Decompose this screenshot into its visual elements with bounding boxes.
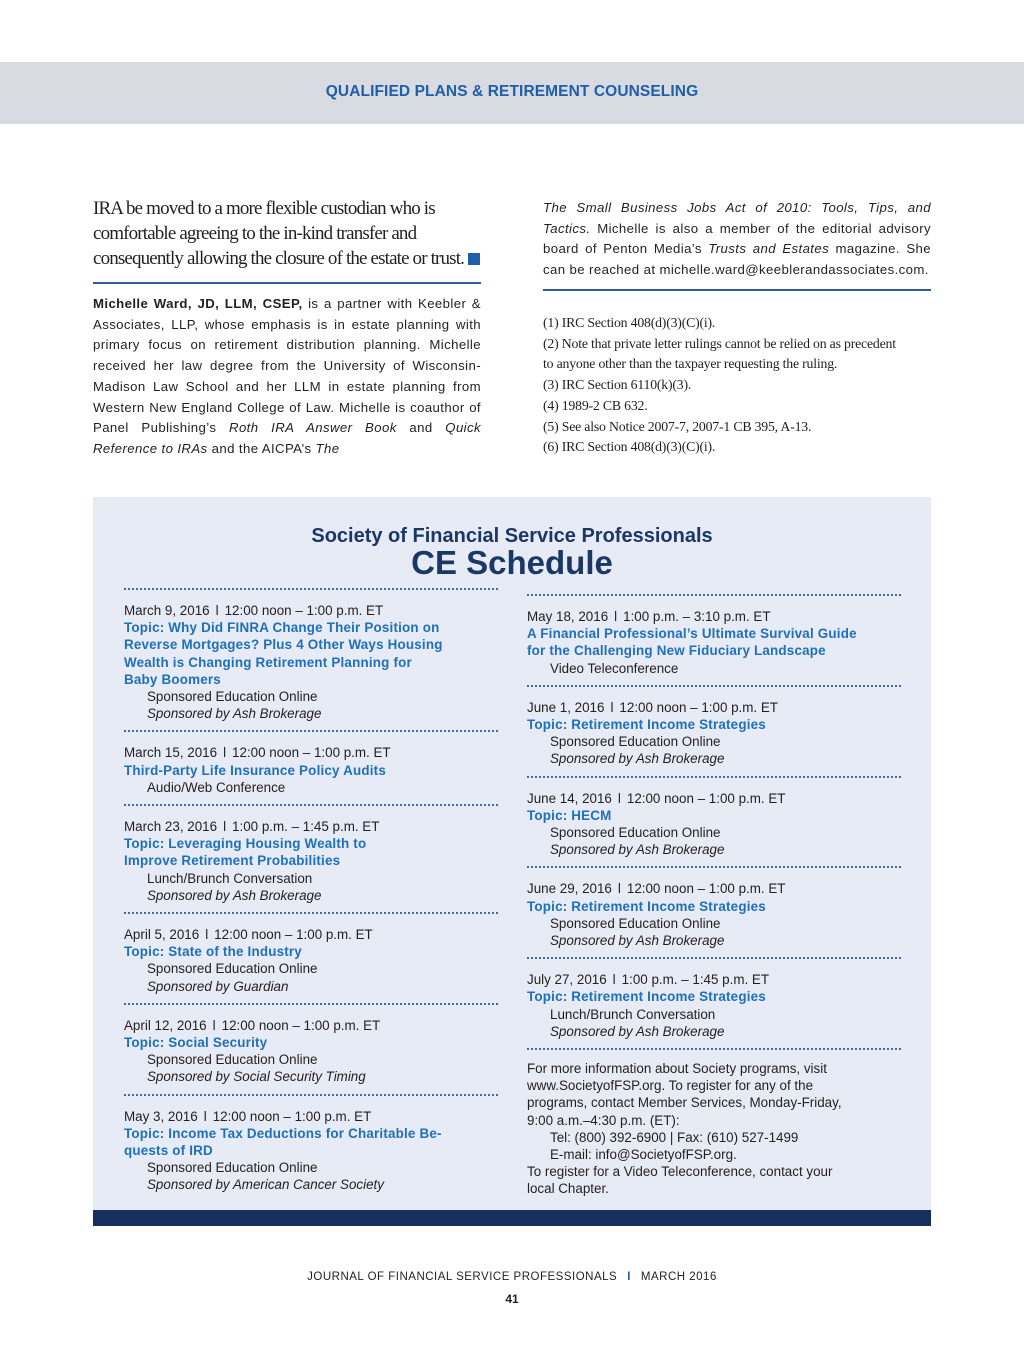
event-date: April 12, 2016: [124, 1017, 207, 1033]
event-topic: for the Challenging New Fiduciary Landscape: [527, 643, 826, 659]
event-date: March 15, 2016: [124, 745, 218, 761]
event-format: Audio/Web Conference: [147, 779, 286, 795]
event-date-line: [124, 926, 498, 943]
event-time: 1:00 p.m. – 3:10 p.m. ET: [623, 609, 771, 624]
endnote: (1) IRC Section 408(d)(3)(C)(i).: [543, 315, 716, 330]
event-time: 12:00 noon – 1:00 p.m. ET: [626, 881, 786, 897]
date-separator: l: [212, 1017, 216, 1033]
info-line: To register for a Video Teleconference, contact your: [527, 1164, 833, 1180]
ce-event: [527, 687, 901, 776]
journal-name: JOURNAL OF FINANCIAL SERVICE PROFESSIONALS: [307, 1271, 618, 1283]
event-date: March 23, 2016: [124, 819, 218, 835]
event-format: Lunch/Brunch Conversation: [147, 870, 313, 886]
book-title: Quick Reference to IRAs: [93, 420, 481, 456]
section-title: QUALIFIED PLANS & RETIREMENT COUNSELING: [325, 83, 699, 100]
event-date-line: [527, 608, 901, 625]
event-time: 12:00 noon – 1:00 p.m. ET: [619, 699, 778, 715]
date-separator: l: [614, 609, 618, 624]
event-format: Sponsored Education Online: [147, 961, 318, 977]
event-format: Sponsored Education Online: [147, 1052, 318, 1068]
event-topic: Wealth is Changing Retirement Planning for: [124, 654, 412, 670]
info-line: programs, contact Member Services, Monday-Friday,: [527, 1095, 842, 1111]
date-separator: l: [610, 699, 614, 715]
date-separator: l: [205, 927, 209, 943]
event-date-line: [124, 744, 498, 761]
event-sponsor: Sponsored by Ash Brokerage: [550, 933, 725, 949]
event-topic: quests of IRD: [124, 1143, 213, 1159]
event-date: June 14, 2016: [527, 790, 612, 806]
lead-text: IRA be moved to a more flexible custodian who is comfortable agreeing to the in-kind transfer and consequently allowing the closure of the estate or trust.: [93, 198, 465, 269]
ce-schedule-left-column: [124, 588, 498, 1202]
event-time: 12:00 noon – 1:00 p.m. ET: [212, 1108, 372, 1124]
end-of-article-square-icon: [468, 253, 480, 265]
event-sponsor: Sponsored by Ash Brokerage: [550, 751, 725, 767]
event-date: June 29, 2016: [527, 881, 612, 897]
event-format: Sponsored Education Online: [550, 734, 721, 750]
event-format: Sponsored Education Online: [147, 689, 318, 705]
event-time: 12:00 noon – 1:00 p.m. ET: [626, 790, 786, 806]
ce-event: [124, 1005, 498, 1094]
event-date: July 27, 2016: [527, 972, 607, 988]
endnote: (6) IRC Section 408(d)(3)(C)(i).: [543, 439, 716, 455]
event-time: 1:00 p.m. – 1:45 p.m. ET: [621, 972, 770, 988]
page-number: 41: [505, 1292, 519, 1306]
event-date: March 9, 2016: [124, 603, 210, 618]
ce-schedule-title: CE Schedule: [411, 544, 613, 581]
event-topic: Improve Retirement Probabilities: [124, 853, 341, 869]
ce-event: [527, 959, 901, 1048]
info-line: 9:00 a.m.–4:30 p.m. (ET):: [527, 1112, 680, 1128]
ce-schedule-bottom-bar: [93, 1210, 931, 1226]
info-line: www.SocietyofFSP.org. To register for any of the: [527, 1078, 814, 1094]
endnote: (2) Note that private letter rulings cannot be relied on as precedent: [543, 335, 896, 351]
event-date-line: [124, 602, 498, 619]
event-topic: Topic: Leveraging Housing Wealth to: [124, 836, 367, 852]
endnote: (4) 1989-2 CB 632.: [543, 397, 648, 413]
event-date: May 18, 2016: [527, 609, 609, 624]
endnote: (3) IRC Section 6110(k)(3).: [543, 377, 692, 393]
date-separator: l: [203, 1108, 207, 1124]
issue-date: MARCH 2016: [640, 1271, 717, 1283]
date-separator: l: [617, 881, 621, 897]
bio-text: Michelle is also a member of the editorial advisory board of Penton Media’s: [543, 220, 931, 257]
event-topic: Topic: Retirement Income Strategies: [527, 717, 766, 733]
event-date-line: [527, 790, 901, 807]
event-date-line: [527, 880, 901, 897]
event-format: Sponsored Education Online: [550, 825, 721, 841]
page-footer: [0, 1271, 1024, 1283]
event-sponsor: Sponsored by Guardian: [147, 978, 289, 994]
event-topic: Third-Party Life Insurance Policy Audits: [124, 762, 386, 778]
event-format: Sponsored Education Online: [147, 1160, 318, 1176]
bio-text: and: [396, 420, 446, 436]
event-topic: Topic: Retirement Income Strategies: [527, 898, 766, 914]
endnote: (5) See also Notice 2007-7, 2007-1 CB 395, A-13.: [543, 418, 812, 434]
event-topic: Topic: Social Security: [124, 1035, 268, 1051]
ce-society-name: Society of Financial Service Professionals: [311, 525, 713, 547]
book-title: The Small Business Jobs Act of 2010: Tools, Tips, and Tactics.: [543, 200, 931, 236]
ce-event: [527, 868, 901, 957]
right-divider-rule: [543, 289, 931, 291]
event-sponsor: Sponsored by Ash Brokerage: [147, 887, 322, 903]
event-format: Sponsored Education Online: [550, 915, 721, 931]
info-line: local Chapter.: [527, 1181, 609, 1197]
date-separator: l: [617, 790, 621, 806]
event-topic: Topic: Retirement Income Strategies: [527, 989, 766, 1005]
bio-text: magazine. She can be reached at michelle.ward@keeblerandassociates.com.: [543, 241, 931, 278]
date-separator: l: [215, 603, 219, 618]
event-date-line: [124, 1108, 498, 1125]
event-sponsor: Sponsored by Social Security Timing: [147, 1069, 366, 1085]
ce-event: [124, 732, 498, 804]
bio-text: and the AICPA’s: [207, 440, 316, 456]
date-separator: l: [223, 745, 227, 761]
event-sponsor: Sponsored by Ash Brokerage: [550, 1023, 725, 1039]
contact-email: E-mail: info@SocietyofFSP.org.: [550, 1147, 737, 1163]
endnote: to anyone other than the taxpayer requesting the ruling.: [543, 356, 838, 372]
event-time: 12:00 noon – 1:00 p.m. ET: [221, 1017, 381, 1033]
contact-phone-fax: Tel: (800) 392-6900 | Fax: (610) 527-1499: [550, 1129, 799, 1145]
author-name: Michelle Ward, JD, LLM, CSEP,: [93, 296, 303, 311]
author-bio-continued: [543, 198, 931, 281]
event-date-line: [527, 699, 901, 716]
ce-schedule-right-column: [527, 594, 901, 1198]
event-date: June 1, 2016: [527, 699, 605, 715]
ce-event: [124, 914, 498, 1003]
more-information: [527, 1050, 901, 1198]
date-separator: l: [612, 972, 616, 988]
ce-event: [527, 778, 901, 867]
event-topic: Topic: Why Did FINRA Change Their Position on: [124, 620, 440, 636]
event-time: 12:00 noon – 1:00 p.m. ET: [232, 745, 391, 761]
event-topic: Baby Boomers: [124, 671, 221, 687]
event-format: Video Teleconference: [550, 660, 679, 676]
footer-separator: I: [627, 1271, 631, 1283]
article-lead-paragraph: [93, 196, 485, 271]
left-divider-rule: [93, 282, 481, 284]
event-format: Lunch/Brunch Conversation: [550, 1006, 716, 1022]
event-time: 12:00 noon – 1:00 p.m. ET: [224, 603, 384, 618]
ce-event: [124, 1096, 498, 1202]
event-topic: Reverse Mortgages? Plus 4 Other Ways Housing: [124, 637, 443, 653]
ce-event: [527, 596, 901, 685]
book-title: The: [315, 440, 340, 456]
endnotes: [543, 313, 938, 458]
event-date: April 5, 2016: [124, 927, 200, 943]
info-line: For more information about Society programs, visit: [527, 1061, 827, 1077]
bio-text: is a partner with Keebler & Associates, LLP, whose emphasis is in estate planning with primary focus on retirement distribution planning. Michelle received her law degree from the University of Wisconsin-Madison Law School and her LLM in estate planning from Western New England College of Law. Michelle is coauthor of Panel Publishing’s: [93, 296, 481, 436]
event-topic: A Financial Professional’s Ultimate Survival Guide: [527, 626, 857, 642]
event-date-line: [124, 818, 498, 835]
author-bio: [93, 294, 481, 460]
event-time: 12:00 noon – 1:00 p.m. ET: [214, 927, 373, 943]
date-separator: l: [223, 819, 227, 835]
event-sponsor: Sponsored by Ash Brokerage: [147, 706, 322, 722]
event-time: 1:00 p.m. – 1:45 p.m. ET: [232, 819, 380, 835]
event-sponsor: Sponsored by American Cancer Society: [147, 1177, 384, 1193]
event-topic: Topic: HECM: [527, 807, 612, 823]
event-sponsor: Sponsored by Ash Brokerage: [550, 842, 725, 858]
event-date-line: [124, 1017, 498, 1034]
event-topic: Topic: State of the Industry: [124, 944, 302, 960]
ce-event: [124, 806, 498, 912]
book-title: Roth IRA Answer Book: [229, 420, 397, 436]
event-date-line: [527, 971, 901, 988]
ce-event: [124, 590, 498, 730]
event-topic: Topic: Income Tax Deductions for Charitable Be-: [124, 1125, 442, 1141]
magazine-title: Trusts and Estates: [708, 241, 830, 257]
event-date: May 3, 2016: [124, 1108, 198, 1124]
